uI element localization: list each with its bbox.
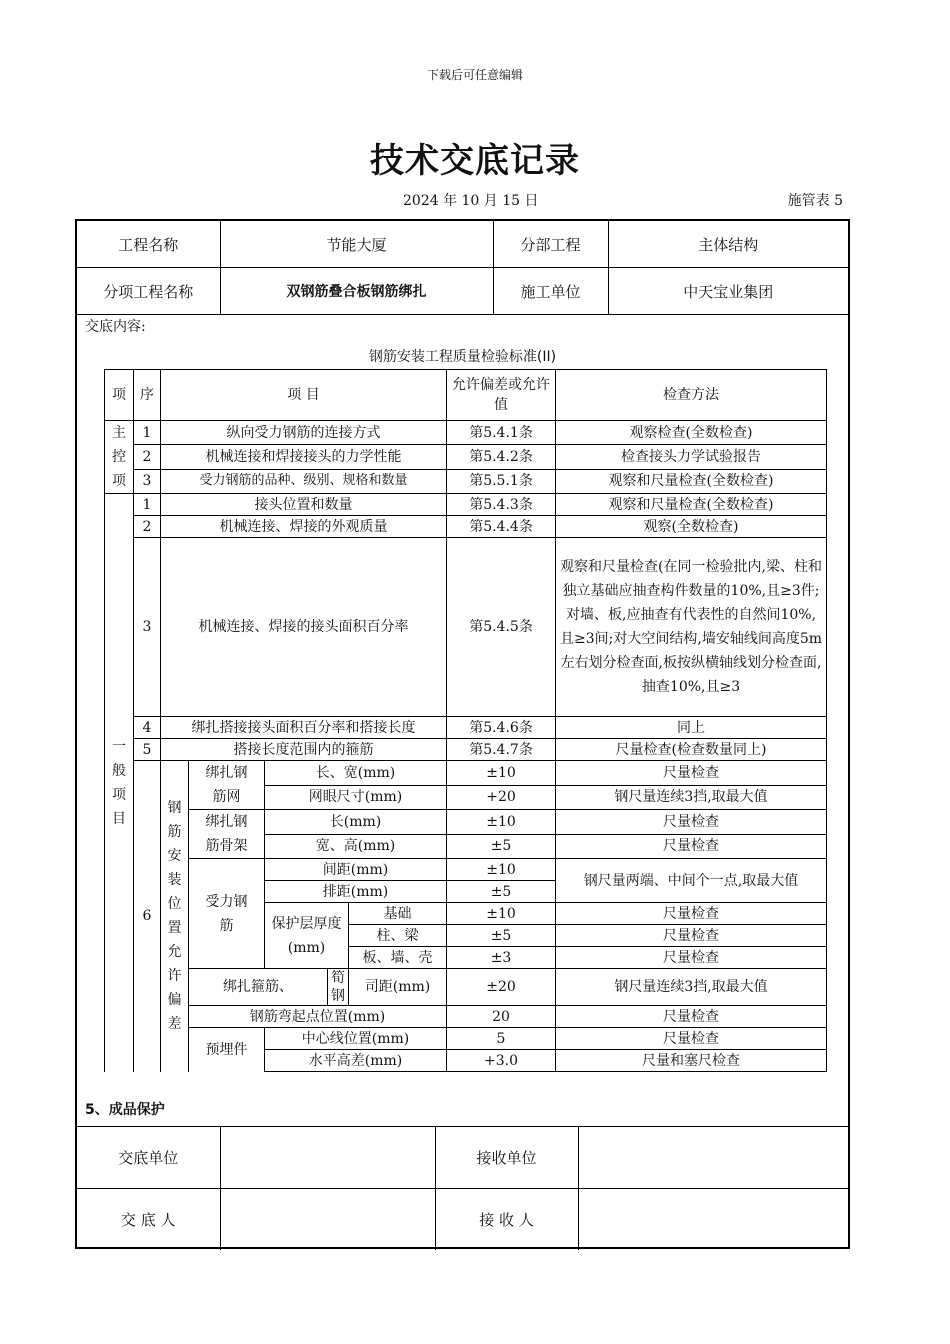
stirrup-label: 绑扎箍筋、 — [189, 969, 328, 1006]
r6-13-tol: +3.0 — [447, 1050, 556, 1072]
col-item: 项 — [105, 370, 134, 421]
r6-13-method: 尺量和塞尺检查 — [556, 1050, 827, 1072]
form-number: 施管表 5 — [787, 193, 843, 209]
col-tolerance: 允许偏差或允许值 — [447, 370, 556, 421]
subitem-label: 分项工程名称 — [77, 268, 220, 315]
r6-10-tol: ±20 — [447, 969, 556, 1006]
gen-row-4-seq: 4 — [134, 717, 161, 739]
r6-6-tol: ±5 — [447, 881, 556, 903]
gen-row-1-method: 观察和尺量检查(全数检查) — [556, 494, 827, 516]
signature-table — [77, 1126, 848, 1250]
stirrup-label-2: 筍钢 — [328, 969, 349, 1006]
main-row-1-seq: 1 — [134, 421, 161, 445]
gen-row-5-tol: 第5.4.7条 — [447, 739, 556, 761]
col-seq: 序 — [134, 370, 161, 421]
r6-10-name: 司距(mm) — [349, 969, 447, 1006]
main-row-3-tol: 第5.5.1条 — [447, 469, 556, 493]
r6-7-method: 尺量检查 — [556, 903, 827, 925]
r6-2-tol: +20 — [447, 785, 556, 810]
standard-table — [104, 369, 827, 1072]
page-title: 技术交底记录 — [370, 141, 580, 181]
main-row-3-name: 受力钢筋的品种、级别、规格和数量 — [161, 469, 447, 493]
r6-2-method: 钢尺量连续3挡,取最大值 — [556, 785, 827, 810]
gen-row-3-method: 观察和尺量检查(在同一检验批内,梁、柱和独立基础应抽查构件数量的10%,且≥3件;对墙、板,应抽查有代表性的自然间10%,且≥3间;对大空间结构,墙安轴线间高度5m左右划分检查面,板按纵横轴线划分检查面,抽查10%,且≥3 — [556, 538, 827, 717]
receiver-value[interactable] — [578, 1189, 848, 1251]
r6-11-tol: 20 — [447, 1006, 556, 1028]
r6-8-tol: ±5 — [447, 925, 556, 947]
project-name-value: 节能大厦 — [220, 221, 493, 268]
embed-label: 预埋件 — [189, 1028, 265, 1072]
main-row-2-seq: 2 — [134, 445, 161, 469]
receiver-label: 接 收 人 — [435, 1189, 578, 1251]
r6-7-name: 基础 — [349, 903, 447, 925]
gen-row-2-seq: 2 — [134, 516, 161, 538]
r6-4-name: 宽、高(mm) — [265, 834, 447, 859]
gen-row-5-name: 搭接长度范围内的箍筋 — [161, 739, 447, 761]
col-method: 检查方法 — [556, 370, 827, 421]
subitem-value: 双钢筋叠合板钢筋绑扎 — [220, 268, 493, 315]
content-label: 交底内容: — [85, 319, 146, 335]
r6-11-name: 钢筋弯起点位置(mm) — [189, 1006, 447, 1028]
col-name: 项 目 — [161, 370, 447, 421]
gen-row-1-tol: 第5.4.3条 — [447, 494, 556, 516]
r6-5-name: 间距(mm) — [265, 859, 447, 881]
gen-row-6-seq: 6 — [134, 761, 161, 1072]
r6-9-name: 板、墙、壳 — [349, 947, 447, 969]
main-row-2-name: 机械连接和焊接接头的力学性能 — [161, 445, 447, 469]
division-label: 分部工程 — [493, 221, 608, 268]
gen-row-3-name: 机械连接、焊接的接头面积百分率 — [161, 538, 447, 717]
r6-9-method: 尺量检查 — [556, 947, 827, 969]
contractor-label: 施工单位 — [493, 268, 608, 315]
main-row-1-tol: 第5.4.1条 — [447, 421, 556, 445]
gen-row-3-tol: 第5.4.5条 — [447, 538, 556, 717]
standard-title: 钢筋安装工程质量检验标准(II) — [368, 349, 557, 365]
r6-12-name: 中心线位置(mm) — [265, 1028, 447, 1050]
main-control-group: 主控项 — [105, 421, 134, 494]
gen-row-3-seq: 3 — [134, 538, 161, 717]
gen-row-1-name: 接头位置和数量 — [161, 494, 447, 516]
record-frame — [75, 219, 850, 1249]
r6-1-method: 尺量检查 — [556, 761, 827, 786]
r6-5-method: 钢尺量两端、中间个一点,取最大值 — [556, 859, 827, 903]
gen-row-1-seq: 1 — [134, 494, 161, 516]
gen-row-4-method: 同上 — [556, 717, 827, 739]
gen-row-5-seq: 5 — [134, 739, 161, 761]
r6-9-tol: ±3 — [447, 947, 556, 969]
r6-3-method: 尺量检查 — [556, 810, 827, 835]
r6-12-method: 尺量检查 — [556, 1028, 827, 1050]
receiver-unit-value[interactable] — [578, 1127, 848, 1189]
r6-1-tol: ±10 — [447, 761, 556, 786]
main-row-2-method: 检查接头力学试验报告 — [556, 445, 827, 469]
division-value: 主体结构 — [608, 221, 848, 268]
r6-1-name: 长、宽(mm) — [265, 761, 447, 786]
issuer-unit-label: 交底单位 — [77, 1127, 220, 1189]
main-row-3-seq: 3 — [134, 469, 161, 493]
main-row-1-method: 观察检查(全数检查) — [556, 421, 827, 445]
main-row-3-method: 观察和尺量检查(全数检查) — [556, 469, 827, 493]
issuer-value[interactable] — [220, 1189, 435, 1251]
contractor-value: 中天宝业集团 — [608, 268, 848, 315]
r6-6-name: 排距(mm) — [265, 881, 447, 903]
r6-8-method: 尺量检查 — [556, 925, 827, 947]
record-date: 2024 年 10 月 15 日 — [403, 193, 539, 209]
header-table — [77, 221, 848, 315]
r6-5-tol: ±10 — [447, 859, 556, 881]
project-name-label: 工程名称 — [77, 221, 220, 268]
top-note: 下载后可任意编辑 — [426, 68, 523, 82]
gen-row-5-method: 尺量检查(检查数量同上) — [556, 739, 827, 761]
gen-row-4-name: 绑扎搭接接头面积百分率和搭接长度 — [161, 717, 447, 739]
main-bar-label: 受力钢筋 — [189, 859, 265, 969]
issuer-unit-value[interactable] — [220, 1127, 435, 1189]
general-group: 一般项目 — [105, 494, 134, 1072]
gen-row-2-tol: 第5.4.4条 — [447, 516, 556, 538]
main-row-1-name: 纵向受力钢筋的连接方式 — [161, 421, 447, 445]
gen-row-2-method: 观察(全数检查) — [556, 516, 827, 538]
r6-13-name: 水平高差(mm) — [265, 1050, 447, 1072]
r6-4-tol: ±5 — [447, 834, 556, 859]
gen-row-2-name: 机械连接、焊接的外观质量 — [161, 516, 447, 538]
protection-label: 5、成品保护 — [85, 1102, 165, 1118]
cover-label: 保护层厚度(mm) — [265, 903, 349, 969]
gen-row-4-tol: 第5.4.6条 — [447, 717, 556, 739]
r6-3-tol: ±10 — [447, 810, 556, 835]
r6-8-name: 柱、梁 — [349, 925, 447, 947]
r6-11-method: 尺量检查 — [556, 1006, 827, 1028]
issuer-label: 交 底 人 — [77, 1189, 220, 1251]
r6-7-tol: ±10 — [447, 903, 556, 925]
r6-2-name: 网眼尺寸(mm) — [265, 785, 447, 810]
r6-3-name: 长(mm) — [265, 810, 447, 835]
main-row-2-tol: 第5.4.2条 — [447, 445, 556, 469]
receiver-unit-label: 接收单位 — [435, 1127, 578, 1189]
r6-12-tol: 5 — [447, 1028, 556, 1050]
mesh-label: 绑扎钢筋网 — [189, 761, 265, 810]
cage-label: 绑扎钢筋骨架 — [189, 810, 265, 859]
position-tolerance-group: 钢筋安装位置允许偏差 — [161, 761, 189, 1072]
r6-10-method: 钢尺量连续3挡,取最大值 — [556, 969, 827, 1006]
r6-4-method: 尺量检查 — [556, 834, 827, 859]
